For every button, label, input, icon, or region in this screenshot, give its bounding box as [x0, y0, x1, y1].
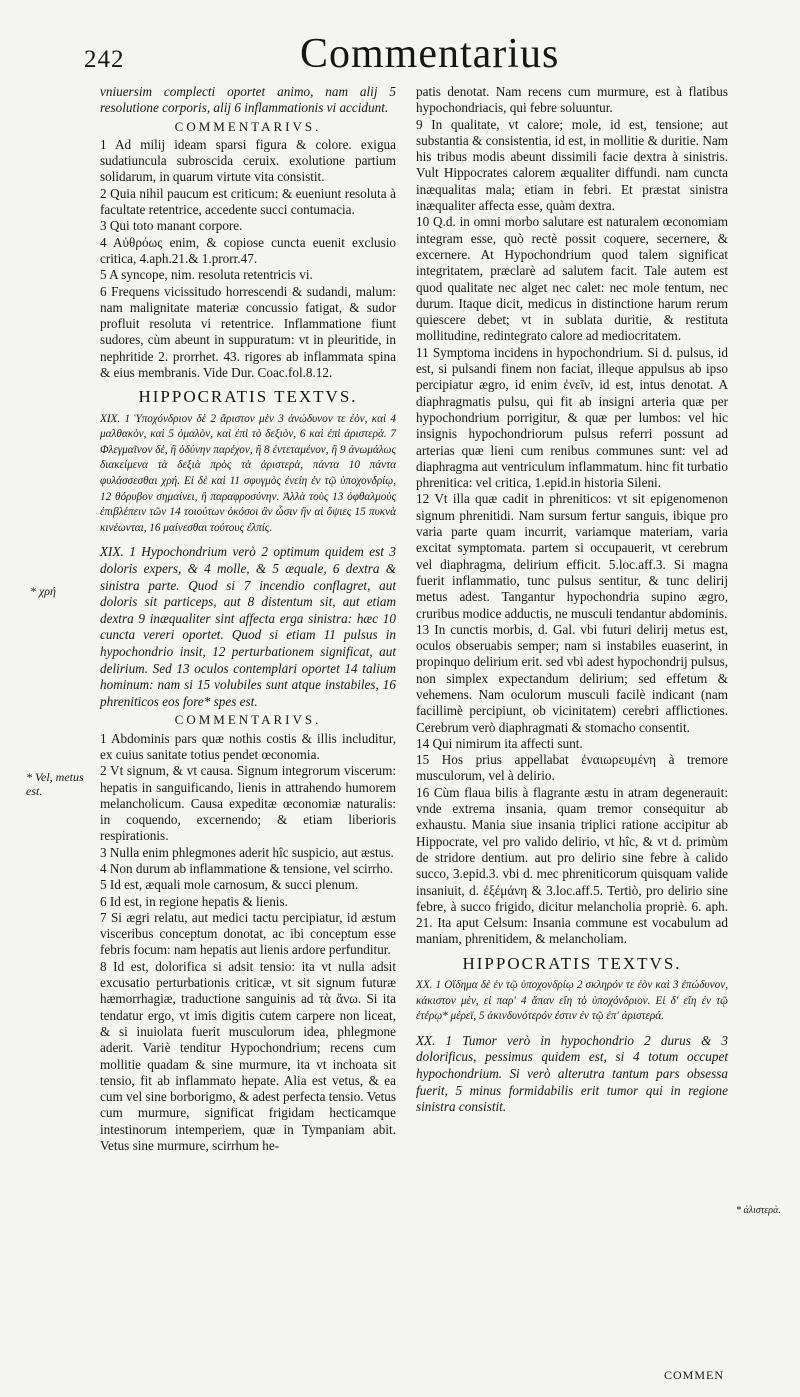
right-column	[416, 84, 728, 1116]
left-column	[100, 84, 396, 1154]
margin-note: * ἀλιστερὰ.	[736, 1205, 781, 1216]
commentary-item: 12 Vt illa quæ cadit in phreniticos: vt sit epigenomenon signum phrenitidi. Nam sursum fertur sanguis, ibique pro varia parte quam incurrit, variamque materiam, varia excitat symptomata. partem si occupauerit, vt cerebrum vel diaphragma, delirium efficit. 5.loc.aff.3. Si magna fuerit inflammatio, tunc pulsus sentitur, & tunc delirij metus adest. Tangantur hypochondria supino ægro, cruribus modice adductis, ne musculi tendantur abdominis.	[416, 491, 728, 621]
commentary-item: 6 Frequens vicissitudo horrescendi & sudandi, malum: nam malignitate materiæ concussio fatigat, & sudor profluit resoluta vi retentrice. Inflammatione fiunt sudores, cùm abeunt in suppuratum: vt in pleuritide, in nephritide 2. prorrhet. 43. rigores ab inflammata spina & eius membranis. Vide Dur. Coac.fol.8.12.	[100, 283, 396, 381]
greek-text: XIX. 1 Ὑποχόνδριον δὲ 2 ἄριστον μὲν 3 ἀνώδυνον τε ἐὸν, καὶ 4 μαλθακὸν, καὶ 5 ὁμαλὸν, καὶ ἐπὶ τὸ δεξιὸν, 6 καὶ ἐπὶ ἀριστερά. 7 Φλεγμαῖνον δὲ, ἢ ὀδύνην παρέχον, ἢ 8 ἐντεταμένον, ἢ 9 ἀνωμάλως διακείμενα τὰ δεξιὰ πρὸς τὰ ἀριστερὰ, πάντα 10 πάντα φυλάσσεσθαι χρή. Εἰ δὲ καὶ 11 σφυγμὸς ἐνείη ἐν τῷ ὑποχονδρίῳ, 12 θόρυβον σημαίνει, ἢ παραφροσύνην. Ἀλλὰ τοὺς 13 ὀφθαλμοὺς ἐπιβλέπειν τῶν 14 τοιούτων ὁκόσοι ἂν ὦσιν ἢν αἱ ὄψιες 15 πυκνὰ κινέωνται, 16 μαίνεσθαι τούτους ἐλπίς.	[100, 412, 396, 534]
commentary-item: 1 Abdominis pars quæ nothis costis & illis includitur, ex cuius sanitate totius pendet œconomia.	[100, 730, 396, 762]
latin-text: XIX. 1 Hypochondrium verò 2 optimum quidem est 3 doloris expers, & 4 molle, & 5 æquale, 6 dextra & sinistra parte. Quod si 7 incendio conflagret, aut doloris sit particeps, aut 8 distentum sit, aut etiam dextra 9 inæqualiter sint affecta erga sinistra: hæc 10 cuncta vereri oportet. Quod si etiam 11 pulsus in hypochondrio insit, 12 perturbationem significat, aut delirium. Sed 13 oculos contemplari oportet 14 talium hominum: nam si 15 volubiles sunt atque instabiles, 16 phreniticos eos fore* spes est.	[100, 544, 396, 709]
catchword: COMMEN	[664, 1368, 725, 1382]
commentary-heading: COMMENTARIVS.	[174, 118, 322, 134]
commentary-item: 4 Αὐθρόως enim, & copiose cuncta euenit exclusio critica, 4.aph.21.& 1.prorr.47.	[100, 234, 396, 266]
commentary-item: 13 In cunctis morbis, d. Gal. vbi futuri delirij metus est, oculos obseruabis semper; nam si instabiles euaserint, in propinquo delirium erit. sed vbi adest hypochondrij pulsus, non simplex expectandum delirium; sed effetum & vehemens. Nam oculorum musculi facilè indicant (nam facillimè percipiunt, ob vicinitatem) cerebri afflictiones. Cerebrum verò diaphragmati & stomacho consentit.	[416, 621, 728, 735]
commentary-item: 3 Nulla enim phlegmones aderit hîc suspicio, aut æstus.	[100, 844, 394, 860]
section-heading: HIPPOCRATIS TEXTVS.	[462, 953, 682, 973]
page-number: 242	[84, 46, 125, 73]
commentary-item: 1 Ad milij ideam sparsi figura & colore. exigua sudatiuncula subroscida ceruix. exolutione partium solidarum, in quarum virtute vita consistit.	[100, 136, 396, 185]
commentary-item: 5 A syncope, nim. resoluta retentricis vi.	[100, 267, 313, 283]
commentary-item: 2 Quia nihil paucum est criticum: & eueniunt resoluta à facultate retentrice, accedente succi contumacia.	[100, 185, 396, 218]
commentary-item: 16 Cùm flaua bilis à flagrante æstu in atram degenerauit: vnde extrema insania, quam tremor consequitur ab exhaustu. Mania siue insania triplici ratione accipitur ab Hippocrate, vel pro valido delirio, vt hîc, & vt d. primùm de stridore dentium. aut pro delirio sine febre à calido succo, 3.epid.3. vbi d. mec phreniticorum quisquam valide insaniuit, d. ἐξέμάνη & 3.loc.aff.5. Tertiò, pro delirio sine febre, à succo frigido, dicitur melancholia propriè. 6. aph. 21. Ita aput Celsum: Insania commune est vocabulum ad maniam, phrenitidem, & melancholiam.	[416, 784, 728, 947]
running-title: Commentarius	[300, 31, 560, 77]
commentary-item: 9 In qualitate, vt calore; mole, id est, tensione; aut substantia & consistentia, id est, in mollitie & duritie. Nam his tribus modis abeunt dissimili facie dextra à sinistris. Vult Hippocrates calorem æqualiter diffundi. nam cuncta inæqualitas mala; etiam in febri. Et præstat sinistra inæqualiter affecta esse, quàm dextra.	[416, 116, 728, 214]
commentary-item: 15 Hos prius appellabat ἐναιωρευμένη à tremore musculorum, vel à delirio.	[416, 752, 728, 784]
commentary-item: 11 Symptoma incidens in hypochondrium. Si d. pulsus, id est, si pulsandi finem non faciat, illeque appulsus ab ipso percipiatur ægro, id enim ἐνεῖν, id est, intus denotat. A diaphragmatis pulsu, qui fit ab insigni arteria quæ per hypochondrium porrigitur, & quæ per lumbos: vel hic insignis hypochondriorum pulsus referri possunt ad arterias quæ lieni cum renibus communes sunt: vel ad diaphragma aut ventriculum inflammatum. hinc fit turbatio phrenitica: vel critica, 1.epid.in historia Sileni.	[416, 344, 728, 491]
opening-text: vniuersim complecti oportet animo, nam alij 5 resolutione corporis, alij 6 inflammationis vi accidunt.	[100, 84, 396, 116]
commentary-item: 6 Id est, in regione hepatis & lienis.	[100, 893, 288, 909]
commentary-heading: COMMENTARIVS.	[174, 712, 322, 728]
commentary-item: 10 Q.d. in omni morbo salutare est naturalem œconomiam integram esse, quò rectè possit coquere, secernere, & excernere. At Hypochondrium quod talem significat integritatem, præclarè ad salutem facit. Tale autem est quod qualitate nec alget nec calet: nec mole tentum, nec durum. Itaque dicit, medicus in distinctione harum rerum quiescere debet; vt in sublata duritie, & restituta mollitudine, redintegrato calore ad mediocritatem.	[416, 214, 728, 344]
greek-text: XX. 1 Οἴδημα δὲ ἐν τῷ ὑποχονδρίῳ 2 σκληρόν τε ἐὸν καὶ 3 ἐπώδυνον, κάκιστον μὲν, εἰ παρ' 4 ἅπαν εἴη τὸ ὑποχόνδριον. Εἰ δ' εἴη ἐν τῷ ἑτέρῳ* μέρεϊ, 5 ἀκινδυνότερόν ἐστιν ἐν τῷ ἐπ' ἀριστερά.	[416, 979, 728, 1023]
commentary-item: 14 Qui nimirum ita affecti sunt.	[416, 735, 583, 751]
commentary-item: 7 Si ægri relatu, aut medici tactu percipiatur, id æstum visceribus conceptum donotat, ac ibi conceptum esse febris focum: nam hepatis aut lienis ardore perfunditur.	[100, 909, 396, 958]
commentary-item: patis denotat. Nam recens cum murmure, est à flatibus hypochondriacis, qui febre soluuntur.	[416, 84, 728, 116]
margin-note: * Vel, metus est.	[26, 770, 84, 798]
commentary-item: 2 Vt signum, & vt causa. Signum integrorum viscerum: hepatis in sanguificando, lienis in attrahendo humorem melancholicum. Causa expeditæ œconomiæ naturalis: in coquendo, excernendo; & etiam liberioris respirationis.	[100, 763, 396, 844]
commentary-item: 3 Qui toto manant corpore.	[100, 218, 243, 234]
commentary-item: 4 Non durum ab inflammatione & tensione, vel scirrho.	[100, 861, 393, 876]
margin-note: * χρή	[30, 584, 56, 598]
commentary-item: 5 Id est, æquali mole carnosum, & succi plenum.	[100, 877, 359, 893]
commentary-item: 8 Id est, dolorifica si adsit tensio: ita vt nulla adsit excusatio perturbationis criticæ, vt sit signum futuræ hæmorrhagiæ, traductione sanguinis ad τὰ ἄνω. Si ita tendatur ergo, vt imis digitis cutem carpere non liceat, & si inuiolata fuerit musculorum idea, phlegmone aderit. Variè tenditur Hypochondrium; recens cum mollitie quadam & sine murmure, ita vt inchoata sit tensio, fit ab inflammato hepate. Alia est vetus, & ea cum vel sine borborigmo, & adest perfecta tensio. Vetus cum murmure, significat frigidam hecticamque intestinorum intemperiem, quæ in Tympaniam abit. Vetus sine murmure, scirrhum he-	[100, 958, 396, 1154]
latin-text: XX. 1 Tumor verò in hypochondrio 2 durus & 3 dolorificus, pessimus quidem est, si 4 totum occupet hypochondrium. Si verò alterutra tantum pars obsessa fuerit, 5 minus formidabilis erit tumor qui in regione sinistra consistit.	[416, 1032, 728, 1115]
section-heading: HIPPOCRATIS TEXTVS.	[138, 387, 358, 407]
